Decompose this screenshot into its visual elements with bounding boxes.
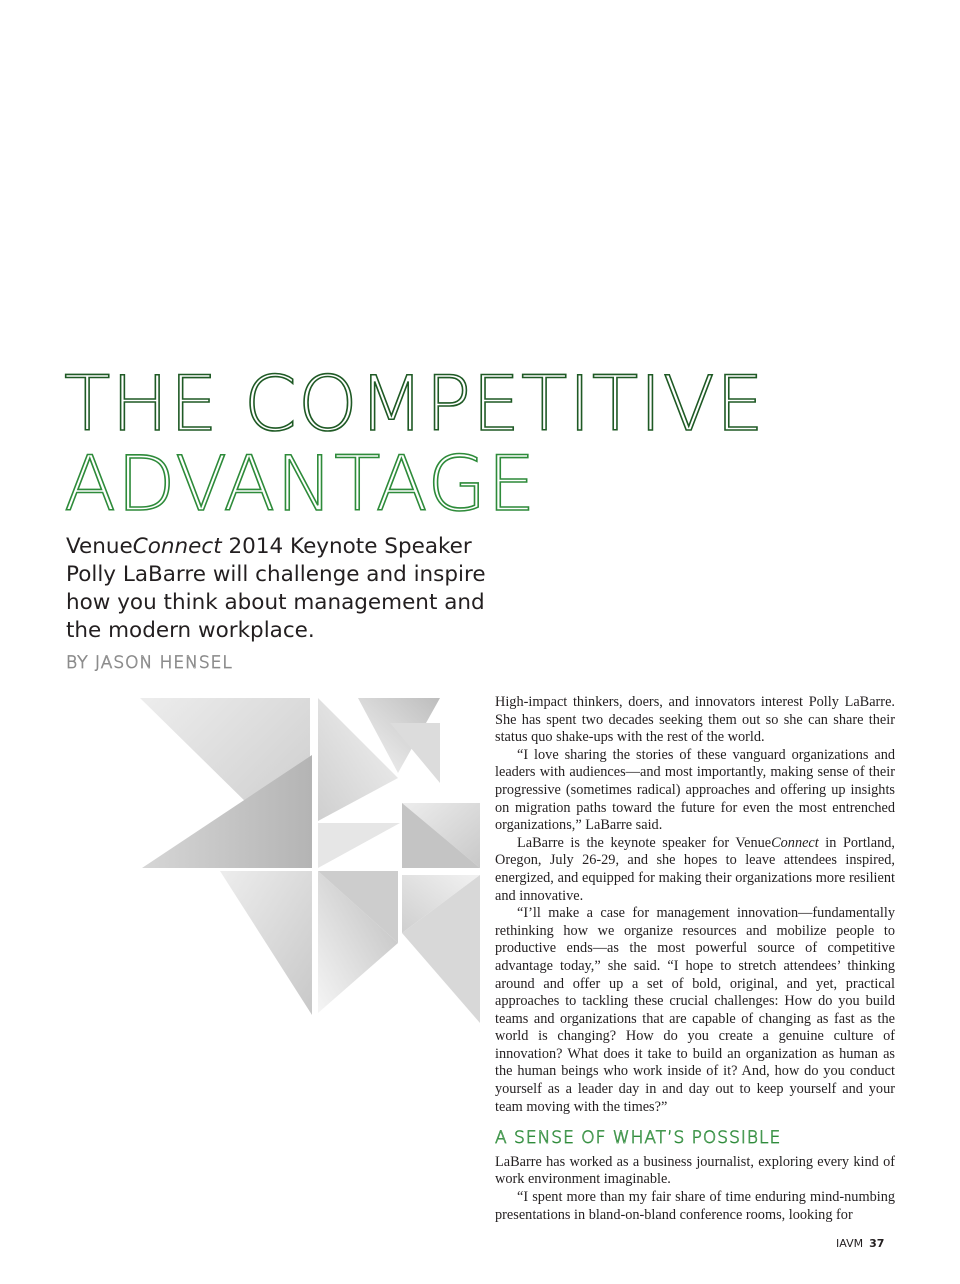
page-folio [836,1237,884,1250]
triangle-shape [318,823,400,868]
byline: BY JASON HENSEL [66,653,233,673]
section-subhead: A SENSE OF WHAT’S POSSIBLE [495,1128,782,1149]
body-paragraph: High-impact thinkers, doers, and innovators interest Polly LaBarre. She has spent two decades seeking them out so she can share their status quo shake-ups with the rest of the world. [495,694,895,746]
body-paragraph: “I’ll make a case for management innovation—fundamentally rethinking how we organize resources and mobilize people to productive ends—as the most powerful source of competitive advantage today,” she said. “I hope to stretch attendees’ thinking around and offer up a set of bold, original, and yet, practical approaches to tackling these crucial challenges: How do you build teams and organizations that are capable of changing as fast as the world is changing? How do you create a genuine culture of innovation? What does it take to build an organization as human as the human beings who work inside of it? And, how do you conduct yourself as a leader day in and day out to keep yourself and your team moving with the times?” [495,905,895,1115]
italic-connect: Connect [771,834,819,851]
paragraph-text: in Portland, Oregon, July 26-29, and she hopes to leave attendees inspired, energized, and equipped for making their organizations more resilient and innovative. [495,834,895,904]
body-paragraph: “I spent more than my fair share of time enduring mind-numbing presentations in bland-on-bland conference rooms, looking for [495,1189,895,1223]
triangle-shape [220,871,312,1015]
headline-line-2: ADVANTAGE [64,439,537,528]
body-paragraph [495,835,895,905]
deck-subtitle [66,533,486,645]
body-paragraph: LaBarre has worked as a business journalist, exploring every kind of work environment imaginable. [495,1153,895,1188]
page-number: 37 [869,1237,885,1250]
deck-text-start: Venue [66,534,133,559]
deck-text-rest: 2014 Keynote Speaker Polly LaBarre will challenge and inspire how you think about management and the modern workplace. [66,534,486,643]
deck-italic-connect: Connect [132,534,222,559]
paragraph-text: LaBarre is the keynote speaker for Venue [517,834,772,851]
publication-name: IAVM [836,1237,864,1250]
geometric-triangles-illustration [140,693,480,1023]
body-paragraph: “I love sharing the stories of these vanguard organizations and leaders with audiences—and most importantly, making sense of their progressive (sometimes radical) approaches and offering up insights on migration paths toward the future for even the most entrenched organizations,” LaBarre said. [495,746,895,834]
headline-line-1: THE COMPETITIVE [64,359,765,448]
article-body [495,694,895,1224]
